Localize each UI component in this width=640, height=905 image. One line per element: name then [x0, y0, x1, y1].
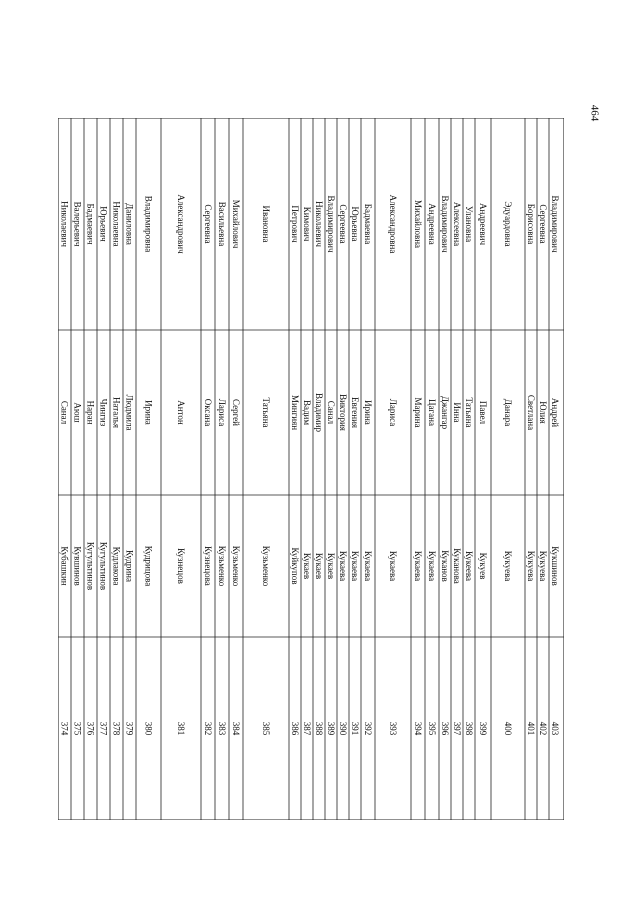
cell-patronymic: Ивановна: [261, 205, 271, 243]
cell-name: Светлана: [526, 394, 536, 431]
cell-num: 382: [203, 721, 213, 736]
cell-name: Санал: [326, 400, 336, 425]
cell-surname: Кукаева: [413, 550, 423, 582]
cell-name: Ирина: [363, 400, 373, 425]
cell-patronymic: Михайлович: [231, 199, 241, 249]
cell-surname: Кувшинов: [72, 546, 83, 586]
cell-name: Андрей: [550, 397, 560, 428]
cell-patronymic: Михайловна: [413, 199, 423, 249]
page-number-text: 464: [588, 104, 600, 122]
table-row: [73, 202, 83, 736]
cell-surname: Кукуева: [538, 550, 548, 582]
cell-name: Данара: [503, 398, 513, 427]
cell-name: Санал: [59, 400, 70, 425]
cell-patronymic: Бадмаевна: [363, 203, 373, 245]
cell-name: Инна: [452, 402, 462, 423]
cell-surname: Кукаева: [350, 550, 360, 582]
cell-patronymic: Юрьевич: [98, 206, 109, 242]
cell-num: 389: [326, 721, 336, 736]
table-row: [388, 195, 398, 736]
table-row: [338, 204, 348, 735]
table-row: [326, 196, 336, 736]
cell-name: Татьяна: [464, 397, 474, 428]
cell-patronymic: Юрьевна: [350, 206, 360, 242]
table-row: [302, 207, 312, 736]
cell-patronymic: Николаевич: [59, 201, 70, 247]
table-row: [503, 201, 513, 735]
cell-num: 396: [440, 721, 450, 736]
cell-num: 378: [111, 721, 122, 736]
table-row: [217, 202, 227, 736]
cell-num: 395: [427, 721, 437, 736]
table-row: [125, 203, 135, 736]
cell-patronymic: Даниловна: [124, 203, 135, 245]
cell-surname: Кугультинов: [98, 541, 109, 591]
table-row: [363, 204, 373, 735]
cell-num: 398: [464, 721, 474, 736]
cell-num: 391: [350, 721, 360, 736]
cell-patronymic: Николаевна: [111, 201, 122, 247]
page-number: [584, 100, 604, 126]
cell-patronymic: Владимирович: [440, 195, 450, 253]
cell-patronymic: Васильевна: [217, 201, 227, 247]
cell-num: 377: [98, 721, 109, 736]
cell-name: Лариса: [217, 398, 227, 427]
cell-num: 386: [290, 721, 300, 736]
table-row: [550, 196, 560, 736]
cell-surname: Кукаева: [388, 550, 398, 582]
table-row: [452, 202, 462, 736]
cell-surname: Кузнецова: [203, 546, 213, 586]
cell-surname: Куйкупов: [290, 547, 300, 585]
cell-name: Оксана: [203, 398, 213, 427]
cell-num: 375: [72, 721, 83, 736]
cell-patronymic: Александровна: [388, 194, 398, 254]
table-row: [231, 200, 241, 736]
table-row: [261, 205, 271, 735]
cell-patronymic: Сергеевна: [203, 204, 213, 244]
cell-surname: Куканова: [452, 548, 462, 584]
cell-num: 379: [124, 721, 135, 736]
cell-name: Евгения: [350, 396, 360, 429]
cell-name: Юлия: [538, 401, 548, 424]
cell-name: Виктория: [338, 394, 348, 431]
cell-surname: Кукаева: [338, 550, 348, 582]
table-row: [440, 196, 450, 736]
cell-num: 387: [302, 721, 312, 736]
cell-surname: Кузьменко: [261, 545, 271, 587]
table-row: [538, 204, 548, 735]
cell-surname: Кудрина: [124, 550, 135, 582]
cell-surname: Куканов: [440, 550, 450, 582]
table-row: [413, 200, 423, 736]
table-row: [144, 196, 154, 736]
cell-name: Марина: [413, 397, 423, 428]
cell-patronymic: Александрович: [176, 194, 186, 254]
table-row: [314, 201, 324, 736]
cell-patronymic: Бадмаевич: [85, 203, 96, 245]
cell-surname: Кузнецов: [176, 548, 186, 584]
cell-num: 393: [388, 721, 398, 736]
cell-name: Джангар: [440, 395, 450, 430]
cell-name: Татьяна: [261, 397, 271, 428]
table-row: [427, 203, 437, 735]
register-table: [58, 118, 564, 820]
cell-surname: Кукаев: [314, 552, 324, 580]
cell-num: 380: [143, 721, 154, 736]
cell-surname: Кукеева: [464, 550, 474, 582]
cell-num: 384: [231, 721, 241, 736]
cell-surname: Кукаев: [302, 552, 312, 580]
cell-num: 374: [59, 721, 70, 736]
cell-patronymic: Петрович: [290, 205, 300, 243]
table-row: [290, 205, 300, 735]
cell-surname: Кукуева: [503, 550, 513, 582]
table-row: [60, 201, 70, 736]
cell-patronymic: Эдуардовна: [503, 201, 513, 247]
cell-num: 392: [363, 721, 373, 736]
cell-num: 399: [478, 721, 488, 736]
cell-patronymic: Борисовна: [526, 203, 536, 245]
cell-num: 394: [413, 721, 423, 736]
cell-surname: Кукуев: [478, 552, 488, 580]
cell-patronymic: Валерьевич: [72, 201, 83, 247]
cell-surname: Кудлакова: [111, 546, 122, 586]
cell-patronymic: Владимирович: [326, 195, 336, 253]
table-row: [112, 201, 122, 735]
cell-name: Сергей: [231, 399, 241, 426]
cell-surname: Кукаева: [427, 550, 437, 582]
cell-name: Наталья: [111, 396, 122, 429]
cell-num: 403: [550, 721, 560, 736]
cell-name: Ирина: [143, 400, 154, 425]
cell-num: 402: [538, 721, 548, 736]
cell-surname: Кубашкин: [59, 546, 70, 586]
cell-patronymic: Сергеевна: [538, 204, 548, 244]
cell-patronymic: Улановна: [464, 205, 474, 243]
cell-name: Владимир: [314, 393, 324, 432]
cell-num: 385: [261, 721, 271, 736]
cell-num: 390: [338, 721, 348, 736]
cell-patronymic: Владимирович: [550, 195, 560, 253]
cell-name: Цагана: [427, 399, 437, 426]
cell-name: Мингиян: [290, 394, 300, 431]
cell-surname: Кузьменко: [217, 545, 227, 587]
cell-patronymic: Алексеевна: [452, 201, 462, 247]
cell-surname: Кудрицова: [143, 545, 154, 587]
cell-surname: Кукшинов: [550, 546, 560, 586]
cell-num: 400: [503, 721, 513, 736]
cell-patronymic: Андреевна: [427, 203, 437, 245]
cell-num: 388: [314, 721, 324, 736]
cell-patronymic: Сергеевна: [338, 204, 348, 244]
register-table-wrapper: [58, 118, 564, 820]
cell-name: Лариса: [388, 398, 398, 427]
cell-surname: Кукаев: [326, 552, 336, 580]
cell-num: 397: [452, 721, 462, 736]
table-row: [86, 204, 96, 736]
cell-patronymic: Кимович: [302, 206, 312, 242]
cell-surname: Кугультинов: [85, 541, 96, 591]
table-row: [176, 194, 186, 735]
table-row: [464, 206, 474, 736]
cell-num: 376: [85, 721, 96, 736]
cell-surname: Кукуева: [526, 550, 536, 582]
cell-name: Павел: [478, 400, 488, 425]
cell-patronymic: Владимировна: [143, 195, 154, 253]
cell-name: Антон: [176, 400, 186, 425]
table-row: [350, 207, 360, 736]
cell-surname: Кузьменко: [231, 545, 241, 587]
cell-num: 383: [217, 721, 227, 736]
cell-name: Наран: [85, 400, 96, 425]
cell-surname: Кукаева: [363, 550, 373, 582]
cell-num: 381: [176, 721, 186, 736]
cell-num: 401: [526, 721, 536, 736]
cell-name: Аюш: [72, 402, 83, 423]
table-row: [478, 203, 488, 736]
table-row: [99, 206, 109, 735]
cell-name: Вадим: [302, 399, 312, 426]
table-row: [526, 204, 536, 736]
cell-name: Чингиз: [98, 398, 109, 427]
table-row: [203, 204, 213, 735]
cell-patronymic: Андреевич: [478, 203, 488, 245]
cell-name: Людмила: [124, 394, 135, 431]
cell-patronymic: Николаевич: [314, 201, 324, 247]
